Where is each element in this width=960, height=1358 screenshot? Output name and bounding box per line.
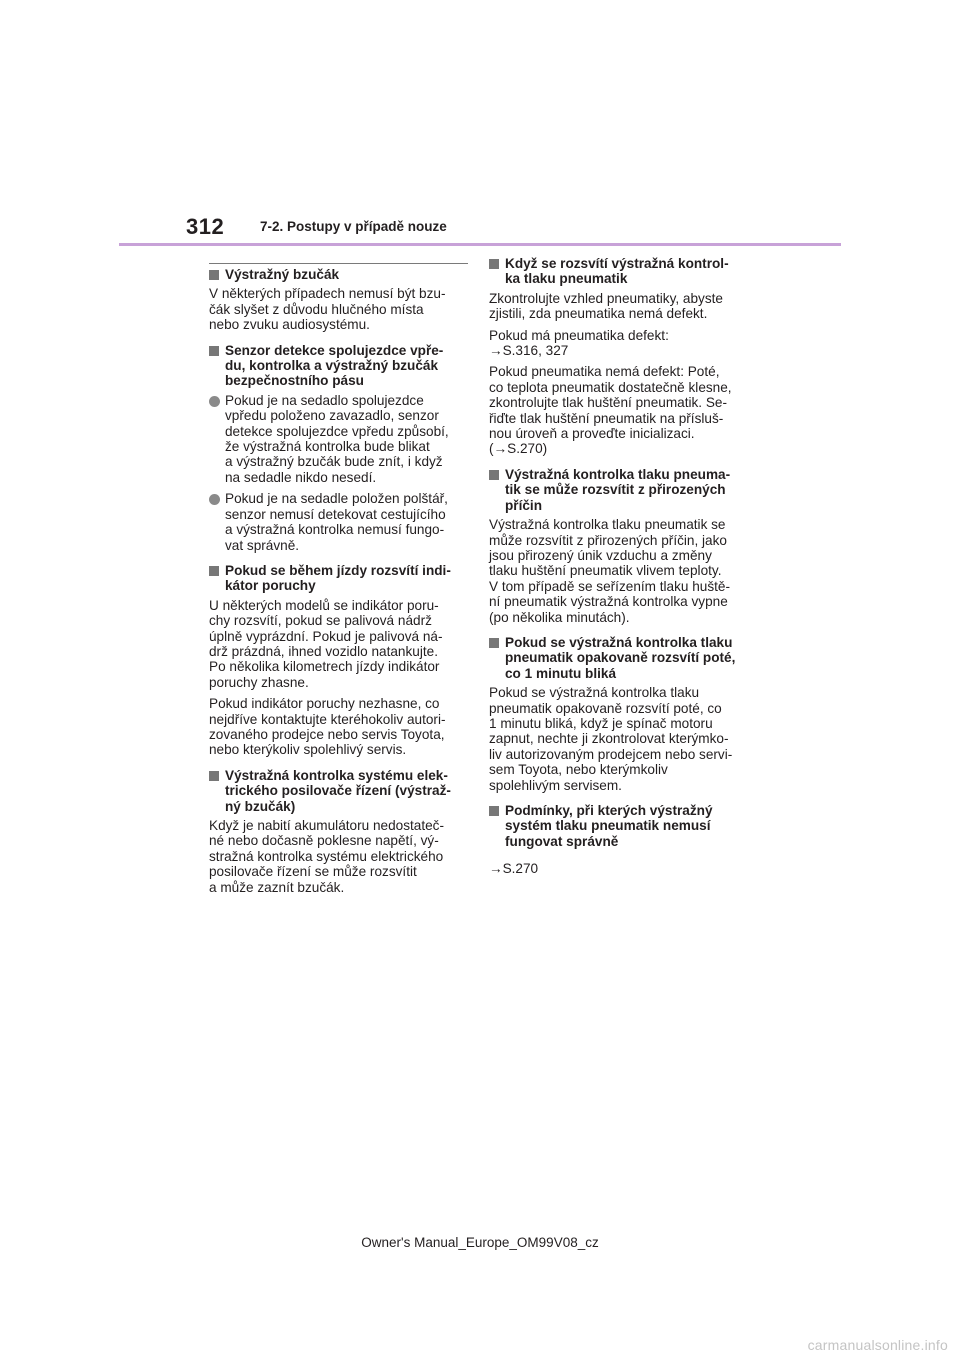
text-line: fungovat správně bbox=[505, 833, 619, 849]
text-line: jsou přirozený únik vzduchu a změny bbox=[489, 547, 712, 563]
text-line: může rozsvítit z přirozených příčin, jako bbox=[489, 532, 727, 548]
section-heading bbox=[209, 563, 467, 594]
round-bullet-icon bbox=[209, 494, 220, 505]
text-line: zovaného prodejce nebo servis Toyota, bbox=[209, 726, 445, 742]
section-text bbox=[489, 364, 747, 456]
watermark[interactable]: carmanualsonline.info bbox=[807, 1337, 948, 1353]
text-line: Když se rozsvítí výstražná kontrol- bbox=[505, 256, 729, 271]
text-line: zapnut, nechte ji zkontrolovat kterýmko- bbox=[489, 731, 729, 747]
section-heading bbox=[209, 343, 467, 389]
text-line: Výstražná kontrolka tlaku pneumatik se bbox=[489, 517, 726, 533]
text-line: vat správně. bbox=[225, 537, 300, 553]
text-line: stražná kontrolka systému elektrického bbox=[209, 848, 444, 864]
text-line: tlaku huštění pneumatik vlivem teploty. bbox=[489, 563, 722, 579]
text-line: kátor poruchy bbox=[225, 578, 316, 594]
text-line: (→S.270) bbox=[489, 441, 548, 457]
section-heading bbox=[489, 803, 747, 849]
text-line: systém tlaku pneumatik nemusí bbox=[505, 818, 711, 834]
section-text bbox=[209, 696, 467, 758]
text-line: U některých modelů se indikátor poru- bbox=[209, 597, 439, 613]
text-line: na sedadle nikdo nesedí. bbox=[225, 469, 377, 485]
square-bullet-icon bbox=[209, 566, 219, 576]
section-heading bbox=[489, 467, 747, 513]
page-number: 312 bbox=[186, 214, 225, 239]
text-line: Pokud pneumatika nemá defekt: Poté, bbox=[489, 364, 720, 380]
text-line: a výstražný bzučák bude znít, i když bbox=[225, 454, 443, 470]
section-text bbox=[489, 517, 747, 625]
text-line: pneumatik opakovaně rozsvítí poté, co bbox=[489, 700, 722, 716]
text-line: Pokud indikátor poruchy nezhasne, co bbox=[209, 696, 440, 712]
bullet-item bbox=[209, 491, 467, 553]
square-bullet-icon bbox=[209, 270, 219, 280]
text-line: Pokud se výstražná kontrolka tlaku bbox=[505, 634, 733, 650]
footer-manual-name: Owner's Manual_Europe_OM99V08_cz bbox=[361, 1235, 599, 1250]
chapter-title: 7-2. Postupy v případě nouze bbox=[260, 219, 447, 234]
header-rule bbox=[119, 243, 841, 246]
square-bullet-icon bbox=[209, 771, 219, 781]
text-line: ný bzučák) bbox=[225, 798, 296, 814]
square-bullet-icon bbox=[489, 259, 499, 269]
text-line: tik se může rozsvítit z přirozených bbox=[505, 482, 726, 498]
section-heading bbox=[489, 256, 747, 287]
text-line: Výstražný bzučák bbox=[225, 267, 340, 282]
text-line: nejdříve kontaktujte kteréhokoliv autori- bbox=[209, 711, 446, 727]
text-line: a může zaznít bzučák. bbox=[209, 879, 345, 895]
text-line: Výstražná kontrolka tlaku pneuma- bbox=[505, 466, 731, 482]
text-line: →S.270 bbox=[489, 861, 539, 877]
text-line: a výstražná kontrolka nemusí fungo- bbox=[225, 522, 445, 538]
text-line: drž prázdná, ihned vozidlo natankujte. bbox=[209, 643, 438, 659]
square-bullet-icon bbox=[489, 806, 499, 816]
text-line: úplně vyprázdní. Pokud je palivová ná- bbox=[209, 628, 443, 644]
section-heading bbox=[489, 635, 747, 681]
text-line: co 1 minutu bliká bbox=[505, 665, 617, 681]
text-line: příčin bbox=[505, 497, 543, 513]
text-line: řiďte tlak huštění pneumatik na přísluš- bbox=[489, 410, 724, 426]
text-line: spolehlivým servisem. bbox=[489, 777, 622, 793]
text-line: →S.316, 327 bbox=[489, 343, 569, 359]
text-line: (po několika minutách). bbox=[489, 609, 630, 625]
text-line: posilovače řízení se může rozsvítit bbox=[209, 864, 417, 880]
text-line: Pokud je na sedadle položen polštář, bbox=[225, 491, 448, 507]
text-line: Podmínky, při kterých výstražný bbox=[505, 803, 713, 818]
section-text bbox=[209, 598, 467, 690]
text-line: Zkontrolujte vzhled pneumatiky, abyste bbox=[489, 290, 723, 306]
round-bullet-icon bbox=[209, 396, 220, 407]
section-text bbox=[209, 818, 467, 895]
square-bullet-icon bbox=[489, 638, 499, 648]
text-line: nebo zvuku audiosystému. bbox=[209, 317, 370, 333]
section-heading bbox=[209, 768, 467, 814]
text-line: zkontrolujte tlak huštění pneumatik. Se- bbox=[489, 395, 728, 411]
text-line: bezpečnostního pásu bbox=[225, 373, 364, 389]
text-line: nebo kterýkoliv spolehlivý servis. bbox=[209, 742, 407, 758]
text-line: liv autorizovaným prodejcem nebo servi- bbox=[489, 746, 733, 762]
text-line: co teplota pneumatik dostatečně klesne, bbox=[489, 379, 732, 395]
text-line: 1 minutu bliká, když je spínač motoru bbox=[489, 715, 713, 731]
text-line: ní pneumatik výstražná kontrolka vypne bbox=[489, 594, 728, 610]
square-bullet-icon bbox=[209, 346, 219, 356]
section-text bbox=[489, 291, 747, 322]
page-reference[interactable] bbox=[489, 861, 747, 876]
text-line: Výstražná kontrolka systému elek- bbox=[225, 767, 448, 783]
text-line: detekce spolujezdce vpředu způsobí, bbox=[225, 423, 449, 439]
column-top-rule bbox=[209, 263, 468, 264]
text-line: sem Toyota, nebo kterýmkoliv bbox=[489, 762, 668, 778]
bullet-item bbox=[209, 393, 467, 485]
text-line: ka tlaku pneumatik bbox=[505, 271, 628, 287]
text-line: chy rozsvítí, pokud se palivová nádrž bbox=[209, 613, 432, 629]
text-line: trického posilovače řízení (výstraž- bbox=[225, 783, 451, 799]
text-line: du, kontrolka a výstražný bzučák bbox=[225, 358, 439, 374]
text-line: Pokud se během jízdy rozsvítí indi- bbox=[225, 562, 451, 578]
left-column bbox=[209, 267, 467, 901]
text-line: že výstražná kontrolka bude blikat bbox=[225, 439, 430, 455]
text-line: né nebo dočasně poklesne napětí, vý- bbox=[209, 833, 439, 849]
text-line: Pokud se výstražná kontrolka tlaku bbox=[489, 685, 700, 701]
right-column bbox=[489, 256, 747, 877]
text-line: Pokud je na sedadlo spolujezdce bbox=[225, 392, 424, 408]
section-text bbox=[489, 685, 747, 793]
square-bullet-icon bbox=[489, 470, 499, 480]
text-line: Po několika kilometrech jízdy indikátor bbox=[209, 659, 440, 675]
text-line: čák slyšet z důvodu hlučného místa bbox=[209, 301, 424, 317]
section-text bbox=[209, 286, 467, 332]
text-line: Když je nabití akumulátoru nedostateč- bbox=[209, 818, 445, 833]
text-line: pneumatik opakovaně rozsvítí poté, bbox=[505, 650, 736, 666]
text-line: nou úroveň a proveďte inicializaci. bbox=[489, 426, 695, 442]
text-line: zjistili, zda pneumatika nemá defekt. bbox=[489, 306, 708, 322]
section-heading bbox=[209, 267, 467, 282]
text-line: senzor nemusí detekovat cestujícího bbox=[225, 506, 446, 522]
text-line: Senzor detekce spolujezdce vpře- bbox=[225, 342, 444, 358]
text-line: poruchy zhasne. bbox=[209, 674, 309, 690]
text-line: vpředu položeno zavazadlo, senzor bbox=[225, 408, 439, 424]
text-line: Pokud má pneumatika defekt: bbox=[489, 327, 669, 343]
text-line: V některých případech nemusí být bzu- bbox=[209, 286, 446, 302]
section-text bbox=[489, 328, 747, 359]
text-line: V tom případě se seřízením tlaku huště- bbox=[489, 578, 731, 594]
